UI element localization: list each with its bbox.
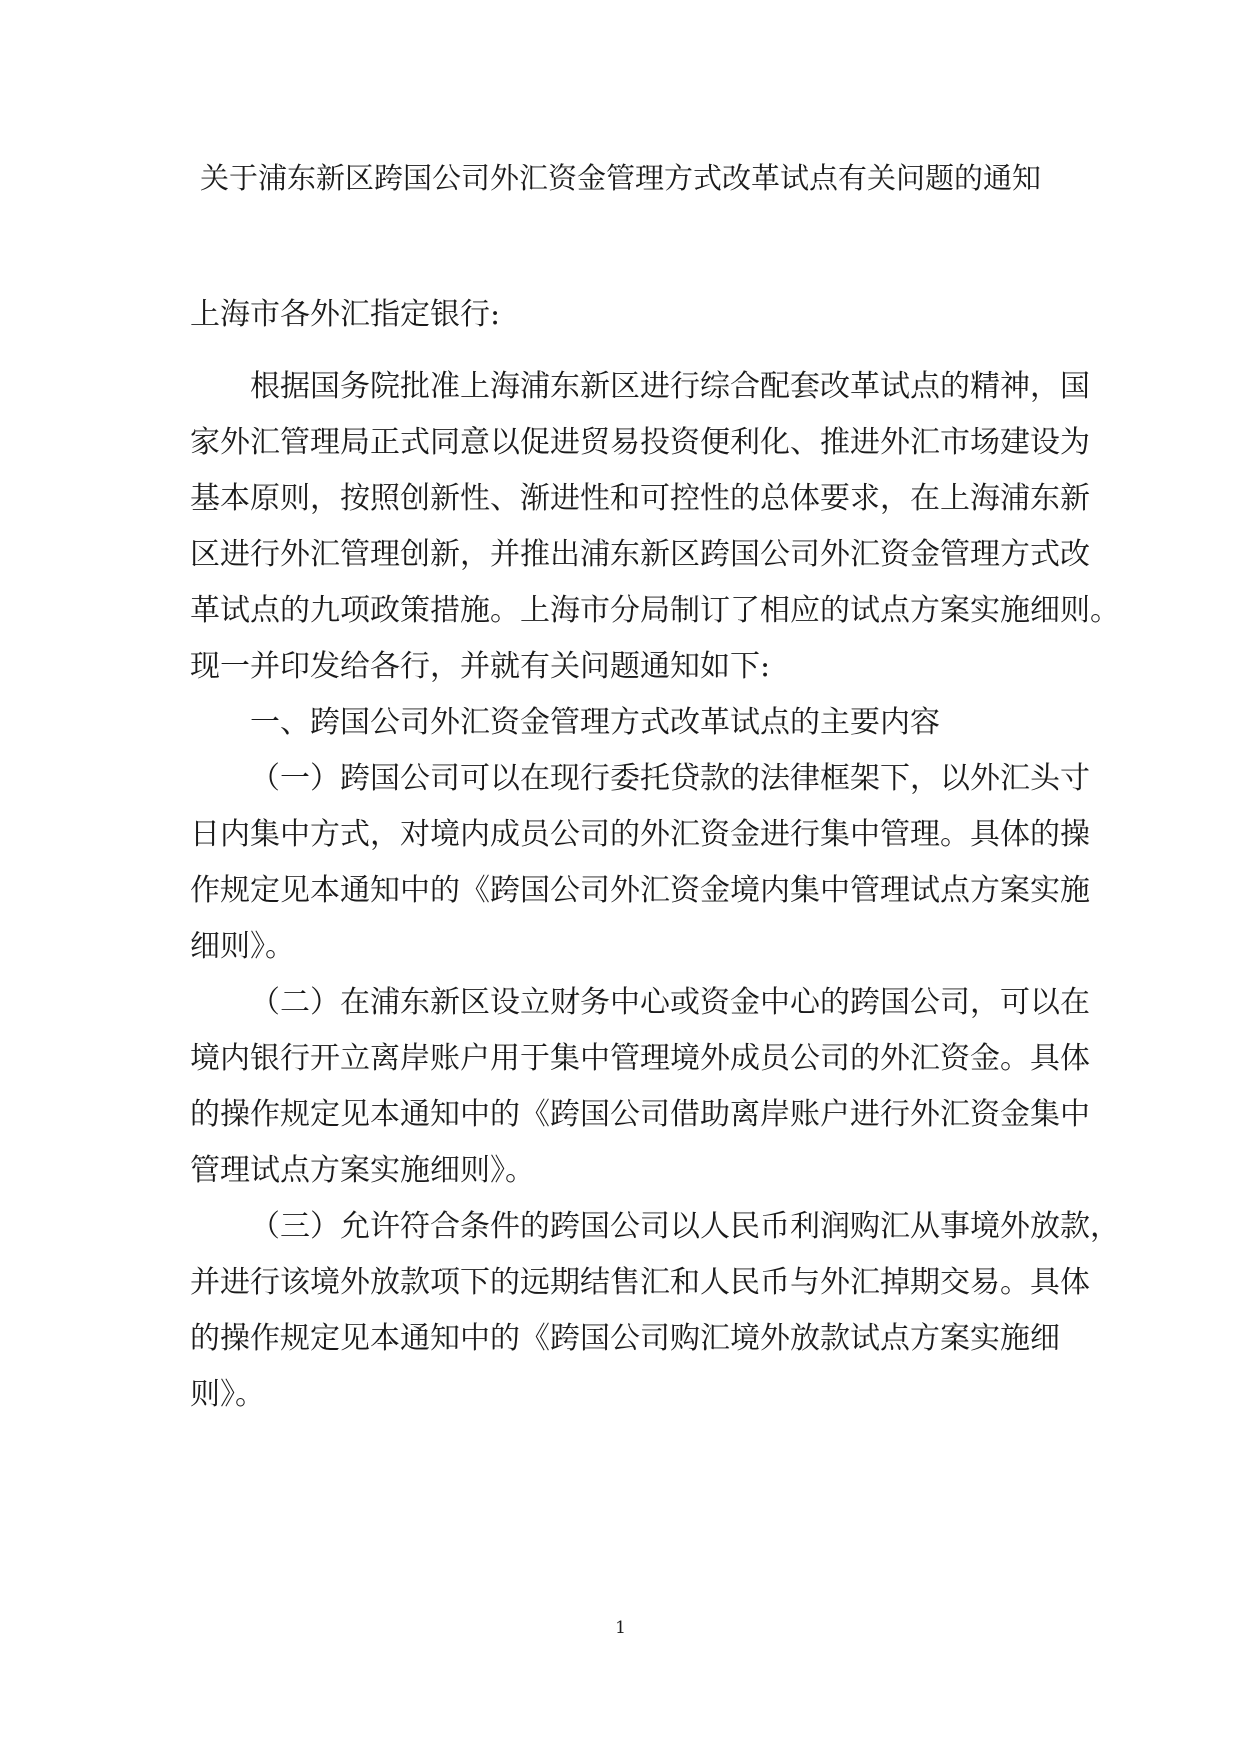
page-number: 1 (615, 1618, 626, 1638)
paragraph-line: （三）允许符合条件的跨国公司以人民币利润购汇从事境外放款， (250, 1209, 1120, 1244)
paragraph-line: 根据国务院批准上海浦东新区进行综合配套改革试点的精神，国 (250, 369, 1090, 404)
paragraph-line: 日内集中方式，对境内成员公司的外汇资金进行集中管理。具体的操 (190, 817, 1090, 852)
paragraph-line: 并进行该境外放款项下的远期结售汇和人民币与外汇掉期交易。具体 (190, 1265, 1090, 1300)
paragraph-line: 细则》。 (190, 929, 295, 964)
paragraph-line: 作规定见本通知中的《跨国公司外汇资金境内集中管理试点方案实施 (190, 873, 1090, 908)
paragraph-line: 基本原则，按照创新性、渐进性和可控性的总体要求，在上海浦东新 (190, 481, 1090, 516)
paragraph-line: 管理试点方案实施细则》。 (190, 1153, 535, 1188)
paragraph-line: 的操作规定见本通知中的《跨国公司购汇境外放款试点方案实施细 (190, 1321, 1060, 1356)
paragraph-line: 则》。 (190, 1377, 265, 1412)
salutation: 上海市各外汇指定银行: (190, 297, 501, 332)
page-title: 关于浦东新区跨国公司外汇资金管理方式改革试点有关问题的通知 (199, 161, 1041, 195)
section-heading: 一、跨国公司外汇资金管理方式改革试点的主要内容 (250, 705, 940, 740)
paragraph-line: （一）跨国公司可以在现行委托贷款的法律框架下，以外汇头寸 (250, 761, 1090, 796)
paragraph-line: 家外汇管理局正式同意以促进贸易投资便利化、推进外汇市场建设为 (190, 425, 1090, 460)
paragraph-line: 现一并印发给各行，并就有关问题通知如下: (190, 649, 771, 684)
paragraph-line: 的操作规定见本通知中的《跨国公司借助离岸账户进行外汇资金集中 (190, 1097, 1090, 1132)
paragraph-line: 革试点的九项政策措施。上海市分局制订了相应的试点方案实施细则。 (190, 593, 1120, 628)
paragraph-line: 境内银行开立离岸账户用于集中管理境外成员公司的外汇资金。具体 (190, 1041, 1090, 1076)
paragraph-line: 区进行外汇管理创新，并推出浦东新区跨国公司外汇资金管理方式改 (190, 537, 1090, 572)
paragraph-line: （二）在浦东新区设立财务中心或资金中心的跨国公司，可以在 (250, 985, 1090, 1020)
